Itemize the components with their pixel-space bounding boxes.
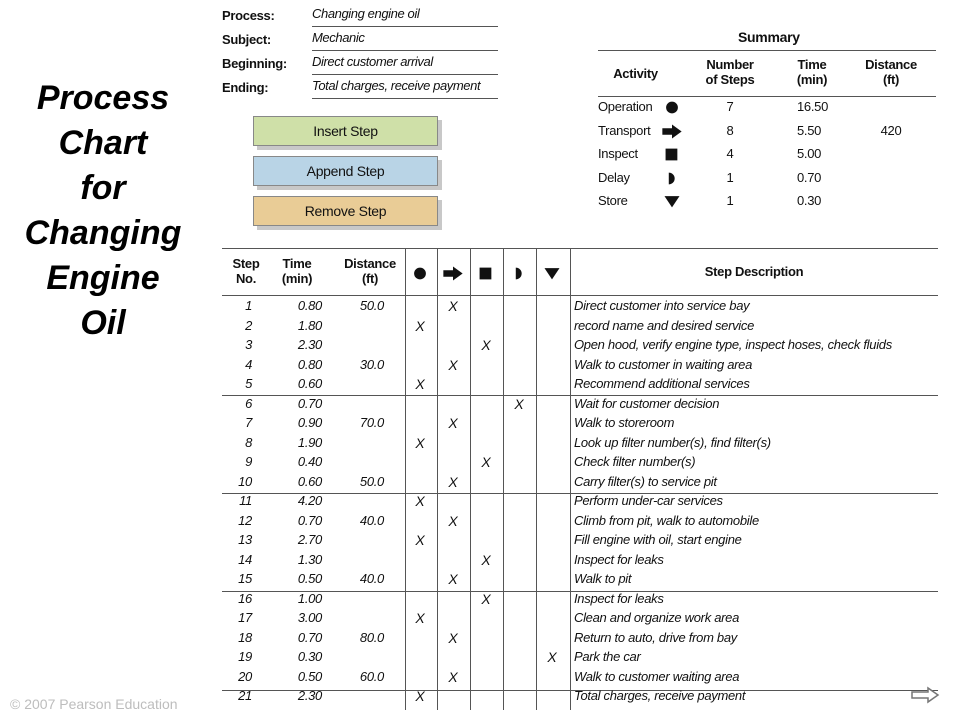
step-description: Walk to storeroom [574, 415, 675, 430]
step-time: 2.30 [297, 337, 322, 352]
step-distance: 40.0 [359, 571, 384, 586]
step-time: 2.30 [297, 688, 322, 703]
header-value: Total charges, receive payment [312, 78, 498, 99]
step-number: 9 [245, 454, 252, 469]
arrow-icon [661, 124, 683, 139]
header-value: Mechanic [312, 30, 498, 51]
summary-steps: 1 [726, 169, 734, 185]
step-time: 0.90 [297, 415, 322, 430]
activity-mark: X [514, 395, 524, 412]
step-description: record name and desired service [574, 317, 755, 333]
circle-icon [414, 268, 426, 280]
step-distance: 70.0 [359, 415, 384, 430]
half-circle-icon [516, 268, 522, 280]
summary-time: 5.00 [797, 146, 822, 161]
step-time: 0.70 [297, 395, 322, 411]
append-step-button[interactable]: Append Step [253, 156, 438, 186]
step-distance: 80.0 [359, 629, 384, 645]
step-number: 20 [238, 668, 252, 684]
summary-steps: 8 [726, 122, 734, 138]
step-time: 4.20 [297, 493, 322, 508]
step-description: Look up filter number(s), find filter(s) [574, 434, 771, 450]
step-number: 7 [245, 415, 252, 430]
next-arrow-icon[interactable] [910, 686, 940, 704]
step-number: 18 [238, 629, 252, 645]
activity-mark: X [481, 454, 491, 470]
activity-mark: X [481, 551, 491, 568]
copyright: © 2007 Pearson Education [10, 696, 178, 712]
step-time: 2.70 [297, 532, 322, 547]
activity-mark: X [448, 473, 458, 490]
summary-header-time: Time (min) [796, 57, 828, 87]
step-time: 1.30 [297, 551, 322, 567]
step-description: Carry filter(s) to service pit [574, 473, 717, 489]
summary-activity: Delay [598, 169, 630, 185]
step-time: 0.50 [297, 571, 322, 586]
step-number: 21 [238, 688, 252, 703]
activity-mark: X [448, 571, 458, 587]
step-distance: 30.0 [359, 356, 384, 372]
step-number: 12 [238, 512, 252, 528]
summary-time: 0.70 [797, 169, 822, 185]
triangle-icon [545, 268, 560, 279]
activity-mark: X [448, 356, 458, 373]
activity-mark: X [448, 512, 458, 529]
activity-mark: X [547, 649, 557, 665]
summary-header-activity: Activity [613, 66, 658, 81]
step-time: 3.00 [297, 610, 322, 625]
step-number: 13 [238, 532, 252, 547]
step-time: 1.80 [297, 317, 322, 333]
half-circle-icon [661, 171, 683, 186]
summary-activity: Transport [598, 122, 651, 138]
step-description: Direct customer into service bay [574, 298, 750, 313]
summary-activity: Store [598, 193, 628, 208]
header-value: Direct customer arrival [312, 54, 498, 75]
activity-mark: X [415, 493, 425, 509]
activity-mark: X [448, 668, 458, 685]
step-time: 0.40 [297, 454, 322, 469]
header-value: Changing engine oil [312, 6, 498, 27]
step-description: Walk to customer waiting area [574, 668, 740, 684]
step-time: 0.70 [297, 512, 322, 528]
step-number: 10 [238, 473, 252, 489]
step-number: 11 [239, 493, 252, 508]
step-distance: 60.0 [359, 668, 384, 684]
remove-step-button[interactable]: Remove Step [253, 196, 438, 226]
activity-mark: X [415, 434, 425, 451]
activity-mark: X [415, 376, 425, 392]
summary-time: 0.30 [797, 193, 822, 208]
summary-header-steps: Number of Steps [705, 57, 755, 87]
step-description: Return to auto, drive from bay [574, 629, 737, 645]
col-header-step: Step No. [232, 256, 260, 286]
step-time: 0.50 [297, 668, 322, 684]
header-label: Ending: [222, 80, 269, 95]
col-header-distance: Distance (ft) [344, 256, 396, 286]
activity-mark: X [415, 688, 425, 704]
header-label: Subject: [222, 32, 271, 47]
summary-time: 5.50 [797, 122, 822, 138]
title-line: Chart [58, 124, 148, 162]
step-description: Inspect for leaks [574, 551, 664, 567]
step-description: Climb from pit, walk to automobile [574, 512, 759, 528]
step-description: Walk to customer in waiting area [574, 356, 753, 372]
step-time: 0.70 [297, 629, 322, 645]
summary-title: Summary [738, 29, 800, 45]
step-number: 2 [245, 317, 252, 333]
step-number: 8 [245, 434, 252, 450]
step-time: 0.60 [297, 473, 322, 489]
insert-step-button[interactable]: Insert Step [253, 116, 438, 146]
summary-distance: 420 [880, 122, 902, 138]
title-line: for [80, 169, 126, 207]
step-description: Walk to pit [574, 571, 632, 586]
col-header-description: Step Description [704, 264, 804, 279]
step-number: 19 [238, 649, 252, 664]
symbol-header-row [405, 250, 570, 296]
circle-icon [661, 100, 683, 115]
step-distance: 50.0 [359, 298, 384, 313]
header-label: Beginning: [222, 56, 287, 71]
title-line: Process [36, 79, 170, 117]
step-description: Clean and organize work area [574, 610, 740, 625]
step-time: 0.80 [297, 298, 322, 313]
step-description: Wait for customer decision [574, 395, 720, 411]
step-time: 0.80 [297, 356, 322, 372]
activity-mark: X [448, 298, 458, 314]
arrow-icon [443, 267, 462, 281]
slide-title [8, 76, 198, 346]
step-description: Recommend additional services [574, 376, 750, 391]
summary-steps: 4 [726, 146, 734, 161]
step-description: Total charges, receive payment [574, 688, 746, 703]
square-icon [480, 268, 492, 280]
summary-activity: Inspect [598, 146, 638, 161]
activity-mark: X [415, 317, 425, 334]
activity-mark: X [415, 610, 425, 626]
col-header-time: Time (min) [281, 256, 313, 286]
summary-steps: 7 [726, 99, 734, 114]
title-line: Changing [24, 214, 182, 252]
step-number: 3 [245, 337, 252, 352]
step-description: Open hood, verify engine type, inspect hoses, check fluids [574, 337, 892, 352]
step-number: 15 [238, 571, 252, 586]
step-time: 1.90 [297, 434, 322, 450]
step-number: 5 [245, 376, 252, 391]
header-label: Process: [222, 8, 275, 23]
title-line: Oil [80, 304, 126, 342]
step-description: Check filter number(s) [574, 454, 696, 469]
step-time: 0.30 [297, 649, 322, 664]
step-number: 17 [238, 610, 252, 625]
step-number: 4 [245, 356, 252, 372]
activity-mark: X [448, 629, 458, 646]
step-description: Inspect for leaks [574, 590, 664, 606]
step-number: 1 [245, 298, 252, 313]
step-description: Perform under-car services [574, 493, 723, 508]
square-icon [661, 147, 683, 162]
step-number: 16 [238, 590, 252, 606]
step-description: Park the car [574, 649, 641, 664]
summary-steps: 1 [726, 193, 734, 208]
activity-mark: X [415, 532, 425, 548]
step-distance: 50.0 [359, 473, 384, 489]
summary-activity: Operation [598, 99, 653, 114]
summary-header-distance: Distance (ft) [865, 57, 917, 87]
activity-mark: X [448, 415, 458, 431]
step-description: Fill engine with oil, start engine [574, 532, 742, 547]
step-number: 6 [245, 395, 252, 411]
title-line: Engine [46, 259, 160, 297]
step-time: 1.00 [297, 590, 322, 606]
step-time: 0.60 [297, 376, 322, 391]
activity-mark: X [481, 590, 491, 607]
triangle-icon [661, 194, 683, 209]
step-distance: 40.0 [359, 512, 384, 528]
summary-time: 16.50 [797, 99, 829, 114]
step-number: 14 [238, 551, 252, 567]
activity-mark: X [481, 337, 491, 353]
